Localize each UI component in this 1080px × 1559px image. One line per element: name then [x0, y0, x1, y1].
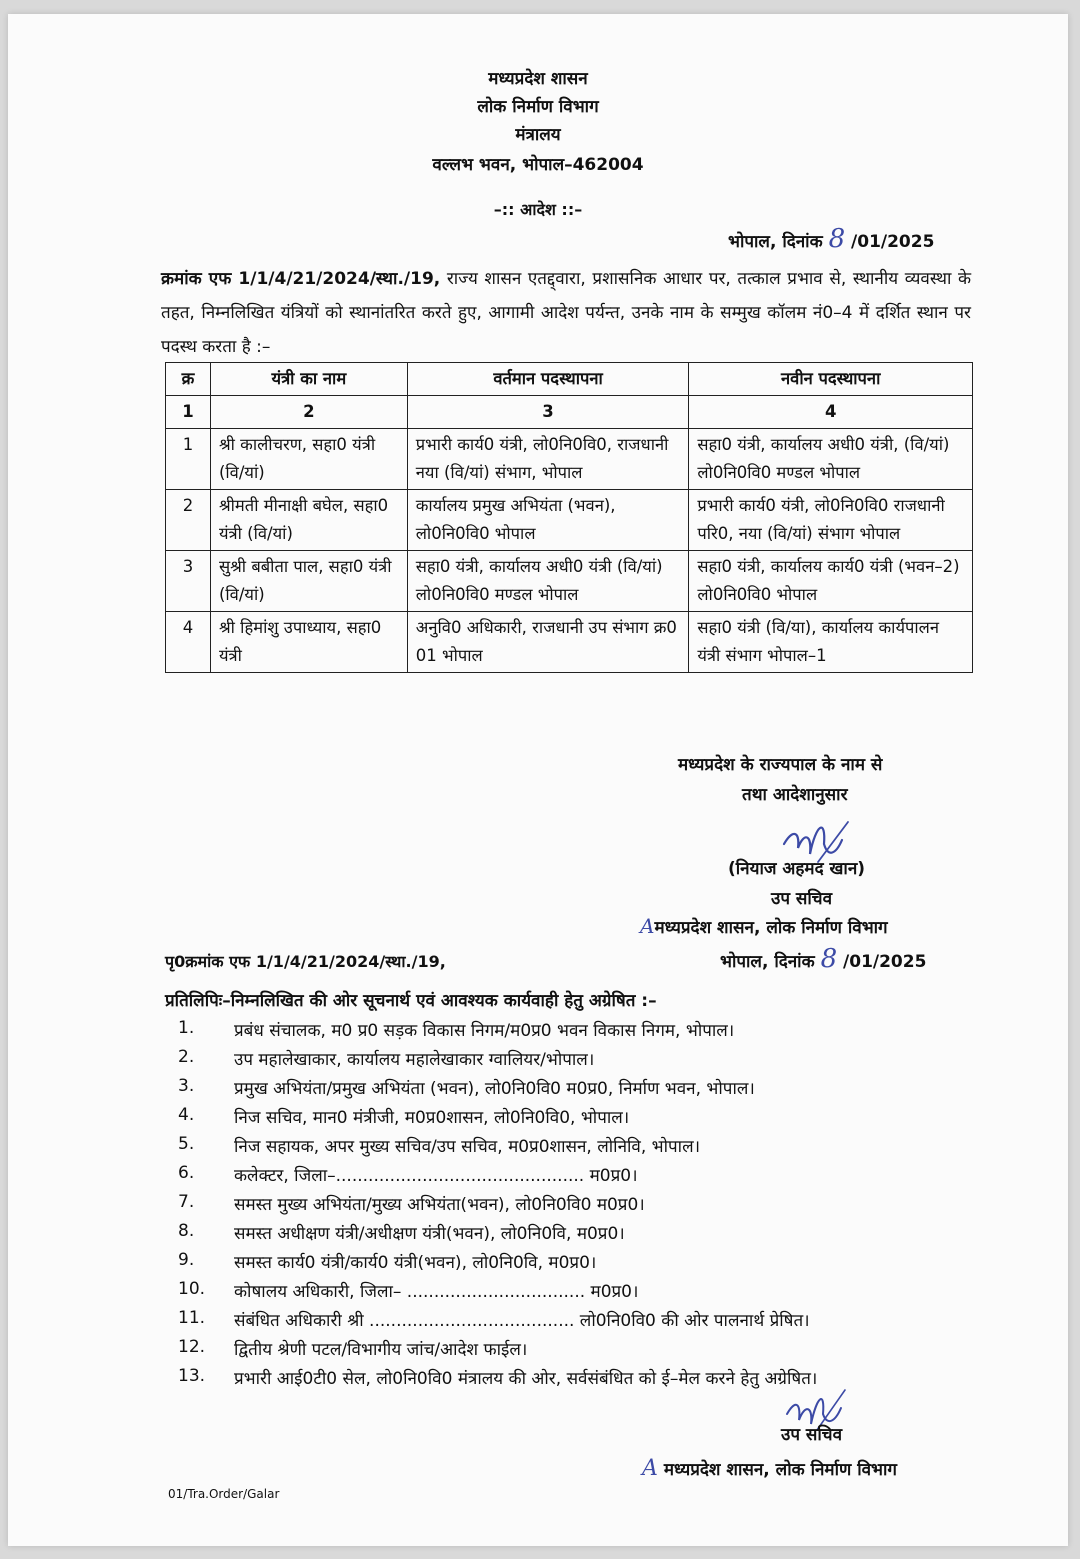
list-item-text: निज सचिव, मान0 मंत्रीजी, म0प्र0शासन, लो0नि0वि0, भोपाल।	[234, 1108, 630, 1128]
list-item-text: कलेक्टर, जिला–.............................................. म0प्र0।	[234, 1166, 638, 1186]
table-header-row	[166, 363, 973, 396]
authority-line-2: तथा आदेशानुसार	[742, 785, 848, 805]
list-item-text: प्रभारी आई0टी0 सेल, लो0नि0वि0 मंत्रालय की ओर, सर्वसंबंधित को ई–मेल करने हेतु अग्रेषित।	[234, 1369, 818, 1389]
list-item	[178, 1163, 978, 1192]
list-item-number: 13.	[178, 1366, 206, 1386]
list-item-text: द्वितीय श्रेणी पटल/विभागीय जांच/आदेश फाईल।	[234, 1340, 528, 1360]
signatory-department-line	[640, 914, 888, 938]
order-paragraph	[161, 262, 971, 364]
list-item-number: 10.	[178, 1279, 206, 1299]
list-item	[178, 1337, 978, 1366]
serial-number: 1	[166, 429, 211, 490]
column-number-row	[166, 396, 973, 429]
engineer-name: सुश्री बबीता पाल, सहा0 यंत्री (वि/यां)	[210, 551, 407, 612]
new-posting: सहा0 यंत्री, कार्यालय अधी0 यंत्री, (वि/यां) लो0नि0वि0 मण्डल भोपाल	[689, 429, 973, 490]
list-item-text: संबंधित अधिकारी श्री ...................................... लो0नि0वि0 की ओर पालनार्थ प्रेषित।	[234, 1311, 810, 1331]
order-title: –:: आदेश ::–	[493, 200, 583, 219]
list-item-text: कोषालय अधिकारी, जिला– ................................. म0प्र0।	[234, 1282, 639, 1302]
document-page	[8, 14, 1068, 1546]
signatory-department: मध्यप्रदेश शासन, लोक निर्माण विभाग	[654, 918, 888, 938]
column-header: यंत्री का नाम	[210, 363, 407, 396]
column-header: वर्तमान पदस्थापना	[407, 363, 689, 396]
list-item-number: 8.	[178, 1221, 195, 1241]
date-prefix: भोपाल, दिनांक	[720, 952, 815, 972]
serial-number: 2	[166, 490, 211, 551]
list-item-number: 9.	[178, 1250, 195, 1270]
list-item-text: उप महालेखाकार, कार्यालय महालेखाकार ग्वालियर/भोपाल।	[234, 1050, 595, 1070]
column-number: 2	[210, 396, 407, 429]
list-item-text: प्रमुख अभियंता/प्रमुख अभियंता (भवन), लो0नि0वि0 म0प्र0, निर्माण भवन, भोपाल।	[234, 1079, 755, 1099]
ministry-label: मंत्रालय	[515, 125, 561, 145]
list-item-number: 7.	[178, 1192, 195, 1212]
serial-number: 3	[166, 551, 211, 612]
list-item-number: 4.	[178, 1105, 195, 1125]
initial-mark-icon: A	[640, 914, 655, 938]
table-row	[166, 429, 973, 490]
list-item-number: 6.	[178, 1163, 195, 1183]
list-item-number: 3.	[178, 1076, 195, 1096]
list-item-number: 2.	[178, 1047, 195, 1067]
signatory-designation: उप सचिव	[771, 889, 833, 909]
copy-list	[178, 1018, 978, 1395]
list-item-text: समस्त मुख्य अभियंता/मुख्य अभियंता(भवन), लो0नि0वि0 म0प्र0।	[234, 1195, 645, 1215]
handwritten-day: 8	[820, 944, 838, 974]
list-item	[178, 1221, 978, 1250]
serial-number: 4	[166, 612, 211, 673]
new-posting: सहा0 यंत्री, कार्यालय कार्य0 यंत्री (भवन–2) लो0नि0वि0 भोपाल	[689, 551, 973, 612]
current-posting: सहा0 यंत्री, कार्यालय अधी0 यंत्री (वि/यां) लो0नि0वि0 मण्डल भोपाल	[407, 551, 689, 612]
column-number: 1	[166, 396, 211, 429]
govt-name: मध्यप्रदेश शासन	[488, 69, 588, 89]
current-posting: कार्यालय प्रमुख अभियंता (भवन), लो0नि0वि0 भोपाल	[407, 490, 689, 551]
address-line: वल्लभ भवन, भोपाल–462004	[432, 155, 644, 175]
list-item	[178, 1250, 978, 1279]
list-item	[178, 1279, 978, 1308]
engineer-name: श्री कालीचरण, सहा0 यंत्री (वि/यां)	[210, 429, 407, 490]
bottom-signatory-designation: उप सचिव	[781, 1425, 843, 1445]
list-item-text: निज सहायक, अपर मुख्य सचिव/उप सचिव, म0प्र0शासन, लोनिवि, भोपाल।	[234, 1137, 701, 1157]
table-row	[166, 612, 973, 673]
list-item-text: समस्त कार्य0 यंत्री/कार्य0 यंत्री(भवन), लो0नि0वि, म0प्र0।	[234, 1253, 597, 1273]
list-item-number: 1.	[178, 1018, 195, 1038]
list-item	[178, 1134, 978, 1163]
authority-line-1: मध्यप्रदेश के राज्यपाल के नाम से	[678, 755, 883, 775]
list-item	[178, 1192, 978, 1221]
engineer-name: श्रीमती मीनाक्षी बघेल, सहा0 यंत्री (वि/यां)	[210, 490, 407, 551]
copy-heading: प्रतिलिपिः–निम्नलिखित की ओर सूचनार्थ एवं आवश्यक कार्यवाही हेतु अग्रेषित :–	[165, 991, 657, 1011]
department-name: लोक निर्माण विभाग	[477, 97, 599, 117]
handwritten-day: 8	[828, 224, 846, 254]
list-item-text: समस्त अधीक्षण यंत्री/अधीक्षण यंत्री(भवन), लो0नि0वि, म0प्र0।	[234, 1224, 625, 1244]
column-number: 3	[407, 396, 689, 429]
list-item	[178, 1308, 978, 1337]
list-item	[178, 1105, 978, 1134]
list-item	[178, 1018, 978, 1047]
endorsement-date	[720, 944, 926, 974]
footer-reference: 01/Tra.Order/Galar	[168, 1487, 280, 1501]
order-number: क्रमांक एफ 1/1/4/21/2024/स्था./19,	[161, 269, 441, 289]
list-item	[178, 1047, 978, 1076]
list-item	[178, 1366, 978, 1395]
list-item	[178, 1076, 978, 1105]
list-item-text: प्रबंध संचालक, म0 प्र0 सड़क विकास निगम/म0प्र0 भवन विकास निगम, भोपाल।	[234, 1021, 735, 1041]
new-posting: सहा0 यंत्री (वि/या), कार्यालय कार्यपालन यंत्री संभाग भोपाल–1	[689, 612, 973, 673]
date-prefix: भोपाल, दिनांक	[728, 232, 823, 252]
initial-mark-icon: A	[642, 1456, 658, 1481]
date-rest: /01/2025	[843, 952, 927, 972]
order-date	[728, 224, 934, 254]
list-item-number: 12.	[178, 1337, 206, 1357]
engineer-name: श्री हिमांशु उपाध्याय, सहा0 यंत्री	[210, 612, 407, 673]
date-rest: /01/2025	[851, 232, 935, 252]
list-item-number: 11.	[178, 1308, 206, 1328]
signatory-name: (नियाज अहमद खान)	[728, 859, 866, 879]
transfer-table	[165, 362, 973, 673]
column-header: नवीन पदस्थापना	[689, 363, 973, 396]
column-number: 4	[689, 396, 973, 429]
table-row	[166, 551, 973, 612]
new-posting: प्रभारी कार्य0 यंत्री, लो0नि0वि0 राजधानी परि0, नया (वि/यां) संभाग भोपाल	[689, 490, 973, 551]
table-row	[166, 490, 973, 551]
column-header: क्र	[166, 363, 211, 396]
list-item-number: 5.	[178, 1134, 195, 1154]
bottom-signatory-department-line	[642, 1456, 897, 1481]
current-posting: प्रभारी कार्य0 यंत्री, लो0नि0वि0, राजधानी नया (वि/यां) संभाग, भोपाल	[407, 429, 689, 490]
endorsement-number: पृ0क्रमांक एफ 1/1/4/21/2024/स्था./19,	[165, 952, 446, 971]
bottom-signatory-department: मध्यप्रदेश शासन, लोक निर्माण विभाग	[663, 1460, 897, 1480]
current-posting: अनुवि0 अधिकारी, राजधानी उप संभाग क्र0 01 भोपाल	[407, 612, 689, 673]
order-body: राज्य शासन एतद्द्वारा, प्रशासनिक आधार पर, तत्काल प्रभाव से, स्थानीय व्यवस्था के तहत, निम्नलिखित यंत्रियों को स्थानांतरित करते हुए, आगामी आदेश पर्यन्त, उनके नाम के सम्मुख कॉलम नं0–4 में दर्शित स्थान पर पदस्थ करता है :–	[161, 269, 972, 357]
